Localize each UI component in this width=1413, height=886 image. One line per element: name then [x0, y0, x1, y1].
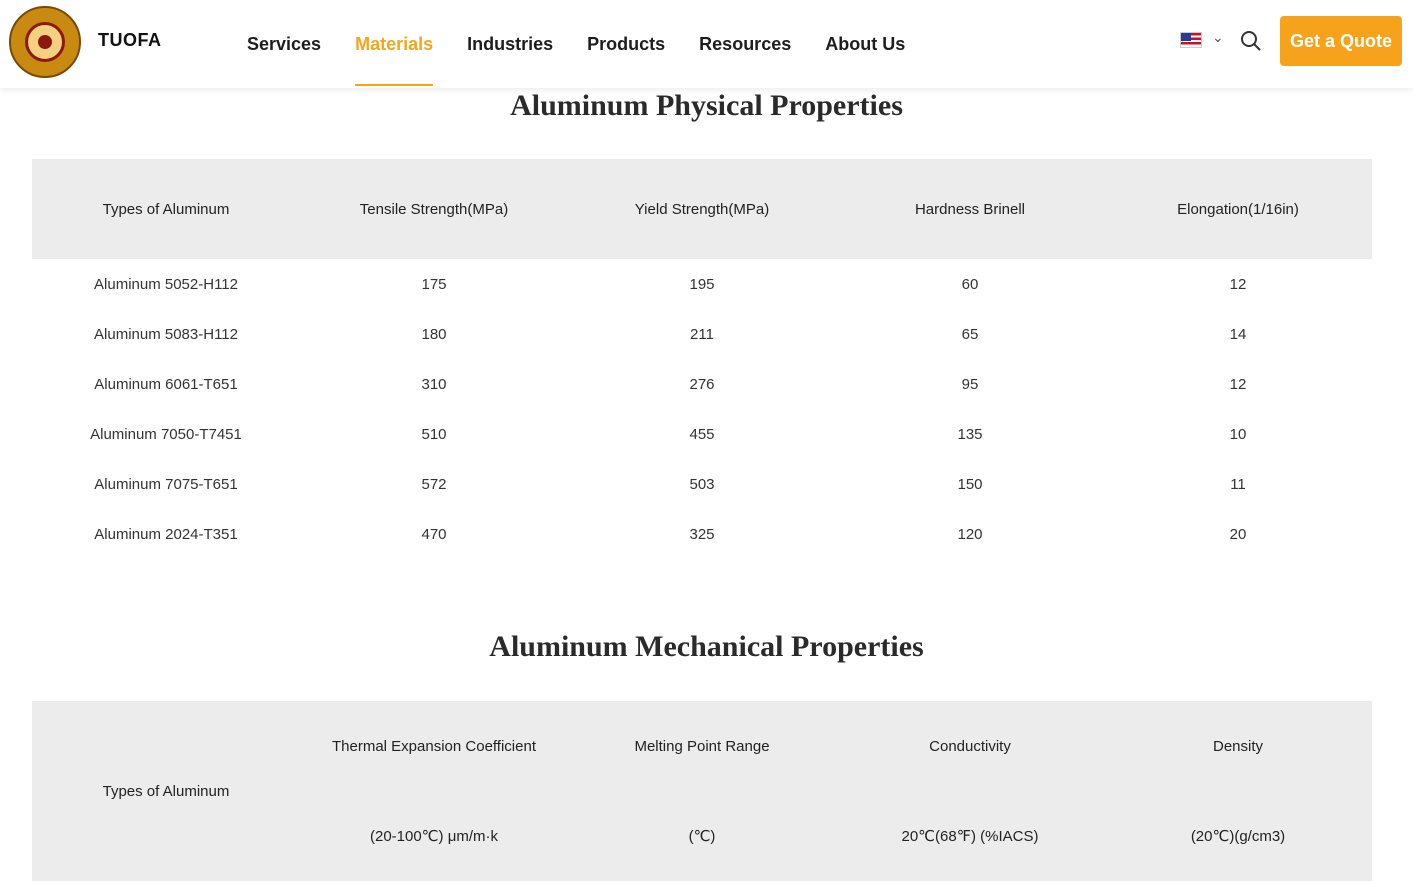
table-row [32, 259, 1372, 309]
cell: 12 [1229, 375, 1247, 393]
unit-density: (20℃)(g/cm3) [1190, 828, 1286, 845]
mechanical-properties-title: Aluminum Mechanical Properties [489, 630, 924, 663]
header-melting: Melting Point Range [634, 737, 770, 755]
cell: Aluminum 5083-H112 [94, 325, 238, 343]
cell: 276 [689, 375, 715, 393]
main-nav [230, 0, 922, 88]
cell: 211 [690, 325, 714, 343]
cell: 14 [1229, 325, 1247, 343]
nav-services[interactable]: Services [247, 33, 322, 54]
nav-resources[interactable]: Resources [699, 33, 792, 54]
table-header-row [32, 159, 1372, 259]
cell: 325 [689, 525, 715, 543]
nav-materials[interactable]: Materials [338, 0, 450, 88]
header-types: Types of Aluminum [102, 782, 230, 800]
cell: Aluminum 5052-H112 [94, 275, 238, 293]
cell: 11 [1230, 475, 1246, 493]
unit-thermal: (20-100℃) μm/m·k [369, 828, 498, 845]
site-header [0, 0, 1413, 88]
table-row [32, 409, 1372, 459]
header-tensile: Tensile Strength(MPa) [359, 200, 509, 218]
nav-products[interactable]: Products [587, 33, 666, 54]
cell: 455 [689, 425, 715, 443]
logo-emblem [25, 22, 65, 62]
header-thermal: Thermal Expansion Coefficient [332, 737, 536, 755]
brand-name[interactable]: TUOFA [98, 30, 162, 50]
header-conductivity: Conductivity [929, 737, 1011, 755]
table-header-row [32, 701, 1372, 791]
cell: Aluminum 6061-T651 [94, 375, 238, 393]
cell: 95 [961, 375, 979, 393]
cell: 510 [421, 425, 447, 443]
mechanical-properties-table [32, 701, 1372, 881]
search-icon[interactable] [1240, 30, 1262, 52]
header-hardness: Hardness Brinell [914, 200, 1026, 218]
cell: 503 [689, 475, 715, 493]
unit-conductivity: 20℃(68℉) (%IACS) [901, 828, 1039, 845]
physical-properties-title: Aluminum Physical Properties [510, 89, 903, 122]
header-elongation: Elongation(1/16in) [1177, 200, 1299, 218]
cell: 65 [961, 325, 979, 343]
cell: 12 [1229, 275, 1247, 293]
unit-melting: (℃) [688, 828, 716, 845]
table-row [32, 309, 1372, 359]
cell: Aluminum 2024-T351 [94, 525, 238, 543]
cell: 20 [1229, 525, 1247, 543]
nav-about-us[interactable]: About Us [825, 33, 906, 54]
cell: 150 [957, 475, 983, 493]
table-row [32, 509, 1372, 559]
table-row [32, 359, 1372, 409]
cell: Aluminum 7050-T7451 [90, 425, 242, 443]
cell: 572 [421, 475, 447, 493]
header-density: Density [1212, 737, 1264, 755]
cell: 180 [421, 325, 447, 343]
get-a-quote-button[interactable]: Get a Quote [1280, 16, 1402, 66]
table-row [32, 459, 1372, 509]
cell: 120 [957, 525, 983, 543]
cell: 10 [1229, 425, 1247, 443]
cell: 470 [421, 525, 447, 543]
physical-properties-table [32, 159, 1372, 559]
cell: 175 [421, 275, 447, 293]
cell: Aluminum 7075-T651 [94, 475, 238, 493]
cell: 310 [421, 375, 447, 393]
header-types: Types of Aluminum [102, 200, 230, 218]
cell: 195 [689, 275, 715, 293]
chevron-down-icon[interactable]: ⌄ [1212, 29, 1224, 45]
cell: 135 [957, 425, 983, 443]
cell: 60 [961, 275, 979, 293]
tuofa-logo[interactable] [9, 6, 81, 78]
us-flag-icon[interactable] [1180, 32, 1202, 48]
nav-industries[interactable]: Industries [467, 33, 554, 54]
header-yield: Yield Strength(MPa) [634, 200, 770, 218]
